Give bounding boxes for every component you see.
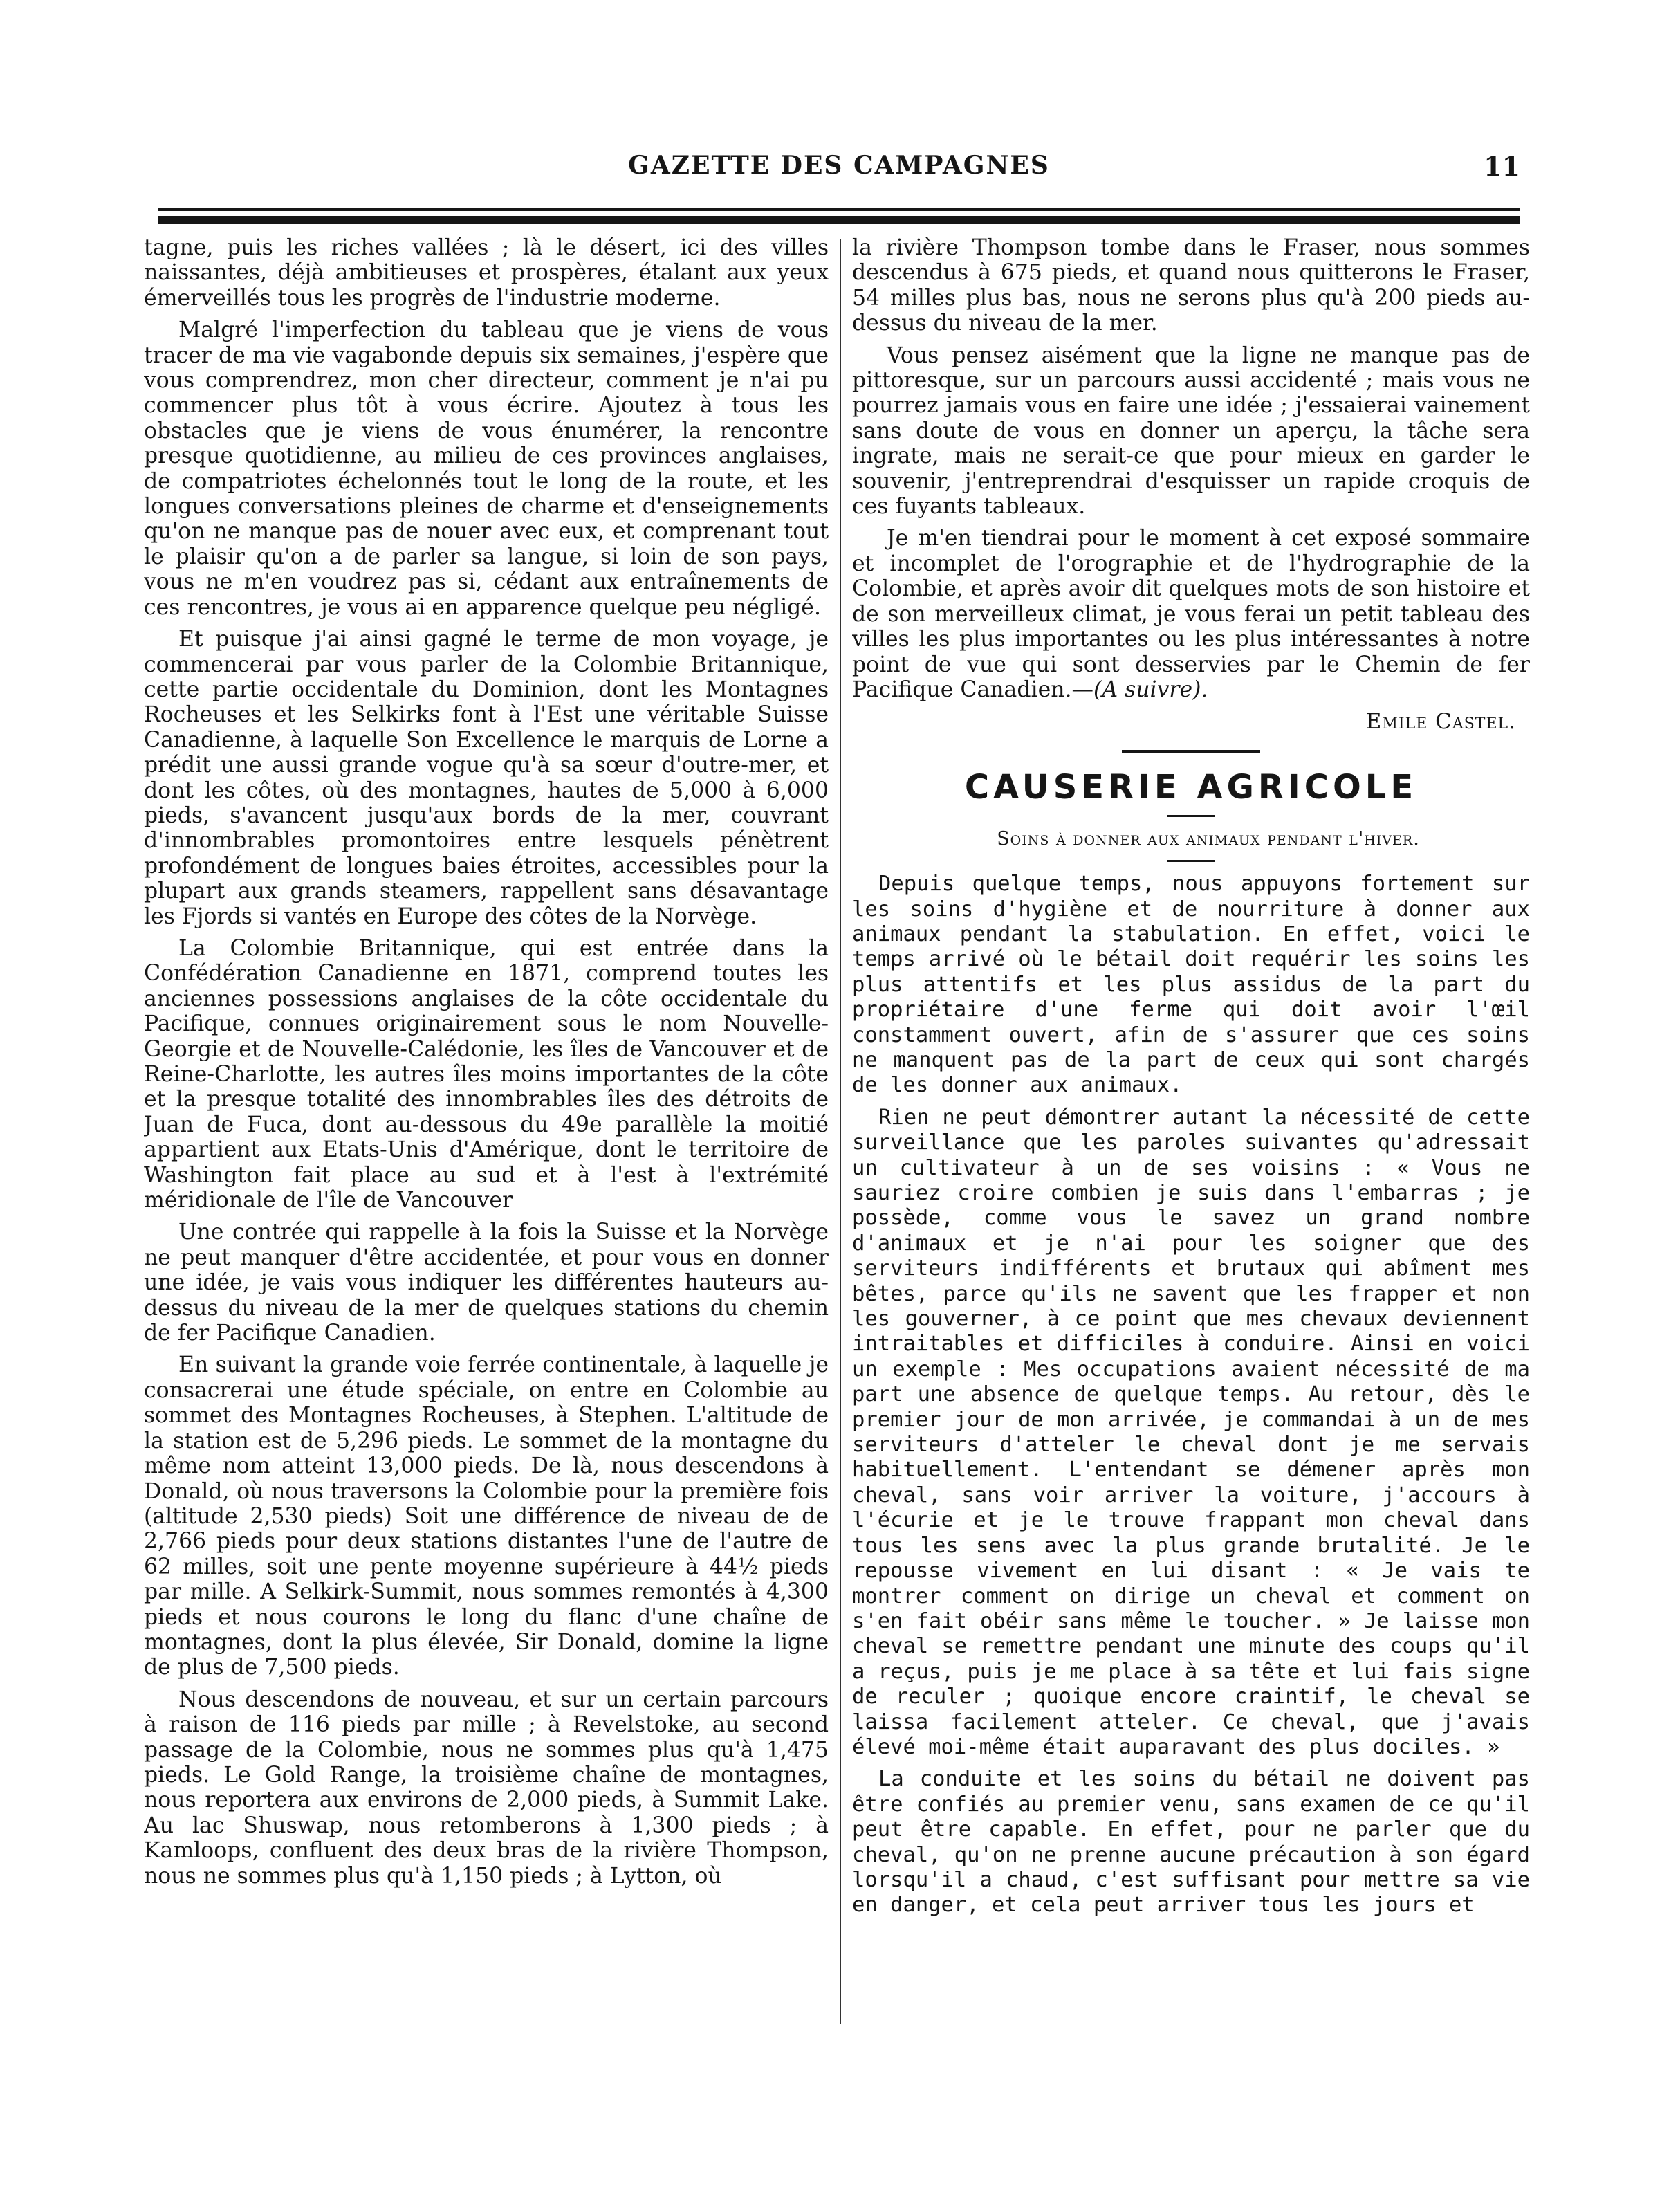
paragraph: Depuis quelque temps, nous appuyons fortement sur les soins d'hygiène et de nourriture à donner aux animaux pendant la stabulation. En effet, voici le temps arrivé où le bétail doit requérir les soins les plus attentifs et les plus assidus de la part du propriétaire d'une ferme qui doit avoir l'œil constamment ouvert, afin de s'assurer que ces soins ne manquent pas de la part de ceux qui sont chargés de les donner aux animaux. bbox=[852, 872, 1530, 1098]
author-signature: Emile Castel. bbox=[1365, 709, 1516, 735]
header-rule-thin bbox=[158, 208, 1520, 211]
paragraph: Une contrée qui rappelle à la fois la Suisse et la Norvège ne peut manquer d'être accidentée, et pour vous en donner une idée, je vais vous indiquer les différentes hauteurs au-dessus du niveau de la mer de quelques stations du chemin de fer Pacifique Canadien. bbox=[144, 1220, 829, 1346]
column-divider bbox=[840, 239, 841, 2024]
paragraph: Rien ne peut démontrer autant la nécessité de cette surveillance que les paroles suivantes qu'adressait un cultivateur à un de ses voisins : « Vous ne sauriez croire combien je suis dans l'embarras ; je possède, comme vous le savez un grand nombre d'animaux et je n'ai pour les soigner que des serviteurs indifférents et brutaux qui abîment mes bêtes, parce qu'ils ne savent que les frapper et non les gouverner, à ce point que mes chevaux deviennent intraitables et difficiles à conduire. Ainsi en voici un exemple : Mes occupations avaient nécessité de ma part une absence de quelque temps. Au retour, dès le premier jour de mon arrivée, je commandai à un de mes serviteurs d'atteler le cheval dont je me servais habituellement. L'entendant se démener après mon cheval, sans voir arriver la voiture, j'accours à l'écurie et je le trouve frappant mon cheval dans tous les sens avec la plus grande brutalité. Je le repousse vivement en lui disant : « Je vais te montrer comment on dirige un cheval et comment on s'en fait obéir sans même le toucher. » Je laisse mon cheval se remettre pendant une minute des coups qu'il a reçus, puis je me place à sa tête et lui fais signe de reculer ; quoique encore craintif, le cheval se laissa facilement atteler. Ce cheval, que j'avais élevé moi-même était auparavant des plus dociles. » bbox=[852, 1105, 1530, 1759]
section-rule-short bbox=[1167, 815, 1215, 817]
agricultural-article bbox=[852, 872, 1530, 1918]
header-rule-thick bbox=[158, 216, 1520, 224]
paragraph-text: Je m'en tiendrai pour le moment à cet exposé sommaire et incomplet de l'orographie et de l'hydrographie de la Colombie, et après avoir dit quelques mots de son histoire et de son merveilleux climat, je vous ferai un petit tableau des villes les plus importantes ou les plus intéressantes à notre point de vue qui sont desservies par le Chemin de fer Pacifique Canadien.— bbox=[852, 526, 1530, 702]
paragraph: Malgré l'imperfection du tableau que je viens de vous tracer de ma vie vagabonde depuis six semaines, j'espère que vous comprendrez, mon cher directeur, comment je n'ai pu commencer plus tôt à vous écrire. Ajoutez à tous les obstacles que je viens de vous énumérer, la rencontre presque quotidienne, au milieu de ces provinces anglaises, de compatriotes échelonnés tout le long de la route, et les longues conversations pleines de charme et d'enseignements qu'on ne manque pas de nouer avec eux, et comprenant tout le plaisir qu'on a de parler sa langue, si loin de son pays, vous ne m'en voudrez pas si, cédant aux entraînements de ces rencontres, je vous ai en apparence quelque peu négligé. bbox=[144, 318, 829, 620]
paragraph: tagne, puis les riches vallées ; là le désert, ici des villes naissantes, déjà ambitieuses et prospères, étalant aux yeux émerveillés tous les progrès de l'industrie moderne. bbox=[144, 235, 829, 311]
paragraph bbox=[852, 526, 1530, 702]
section-subtitle: Soins à donner aux animaux pendant l'hiver. bbox=[997, 827, 1420, 850]
section-rule-short bbox=[1167, 860, 1215, 862]
paragraph: En suivant la grande voie ferrée continentale, à laquelle je consacrerai une étude spéciale, on entre en Colombie au sommet des Montagnes Rocheuses, à Stephen. L'altitude de la station est de 5,296 pieds. Le sommet de la montagne du même nom atteint 13,000 pieds. De là, nous descendons à Donald, où nous traversons la Colombie pour la première fois (altitude 2,530 pieds) Soit une différence de niveau de de 2,766 pieds pour deux stations distantes l'une de l'autre de 62 milles, soit une pente moyenne supérieure à 44½ pieds par mille. A Selkirk-Summit, nous sommes remontés à 4,300 pieds et nous courons le long du flanc d'une chaîne de montagnes, dont la plus élevée, Sir Donald, domine la ligne de plus de 7,500 pieds. bbox=[144, 1352, 829, 1680]
section-title: CAUSERIE AGRICOLE bbox=[964, 767, 1418, 807]
page-number: 11 bbox=[1484, 151, 1520, 182]
page-header bbox=[158, 151, 1520, 192]
paragraph: Vous pensez aisément que la ligne ne manque pas de pittoresque, sur un parcours aussi accidenté ; mais vous ne pourrez jamais vous en faire une idée ; j'essaierai vainement sans doute de vous en donner un aperçu, la tâche sera ingrate, mais ne serait-ce que pour mieux en garder le souvenir, j'entreprendrai d'esquisser un rapide croquis de ces fuyants tableaux. bbox=[852, 342, 1530, 520]
paragraph: Nous descendons de nouveau, et sur un certain parcours à raison de 116 pieds par mille ; à Revelstoke, au second passage de la Colombie, nous ne sommes plus qu'à 1,475 pieds. Le Gold Range, la troisième chaîne de montagnes, nous reportera aux environs de 2,000 pieds, à Summit Lake. Au lac Shuswap, nous retomberons à 1,300 pieds ; à Kamloops, confluent des deux bras de la rivière Thompson, nous ne sommes plus qu'à 1,150 pieds ; à Lytton, où bbox=[144, 1687, 829, 1889]
paragraph: Et puisque j'ai ainsi gagné le terme de mon voyage, je commencerai par vous parler de la Colombie Britannique, cette partie occidentale du Dominion, dont les Montagnes Rocheuses et les Selkirks font à l'Est une véritable Suisse Canadienne, à laquelle Son Excellence le marquis de Lorne a prédit une aussi grande vogue qu'à sa sœur d'outre-mer, et dont les côtes, où des montagnes, hautes de 5,000 à 6,000 pieds, s'avancent jusqu'aux bords de la mer, couvrant d'innombrables promontoires entre lesquels pénètrent profondément de longues baies étroites, accessibles pour la plupart aux grands steamers, rappellent sans désavantage les Fjords si vantés en Europe des côtes de la Norvège. bbox=[144, 627, 829, 929]
running-title: GAZETTE DES CAMPAGNES bbox=[628, 151, 1050, 180]
left-column bbox=[144, 235, 829, 2110]
paragraph: la rivière Thompson tombe dans le Fraser, nous sommes descendus à 675 pieds, et quand nous quitterons le Fraser, 54 milles plus bas, nous ne serons plus qu'à 200 pieds au-dessus du niveau de la mer. bbox=[852, 235, 1530, 336]
to-be-continued: (A suivre). bbox=[1093, 677, 1208, 702]
paragraph: La conduite et les soins du bétail ne doivent pas être confiés au premier venu, sans examen de ce qu'il peut être capable. En effet, pour ne parler que du cheval, qu'on ne prenne aucune précaution à son égard lorsqu'il a chaud, c'est suffisant pour mettre sa vie en danger, et cela peut arriver tous les jours et bbox=[852, 1767, 1530, 1918]
section-rule bbox=[1122, 750, 1260, 753]
paragraph: La Colombie Britannique, qui est entrée dans la Confédération Canadienne en 1871, comprend toutes les anciennes possessions anglaises de la côte occidentale du Pacifique, connues originairement sous le nom Nouvelle-Georgie et de Nouvelle-Calédonie, les îles de Vancouver et de Reine-Charlotte, les autres îles moins importantes de la côte et la presque totalité des innombrables îles des détroits de Juan de Fuca, dont au-dessous du 49e parallèle la moitié appartient aux Etats-Unis d'Amérique, dont le territoire de Washington fait place au sud et à l'est à l'extrémité méridionale de l'île de Vancouver bbox=[144, 935, 829, 1213]
right-column bbox=[852, 235, 1530, 2110]
